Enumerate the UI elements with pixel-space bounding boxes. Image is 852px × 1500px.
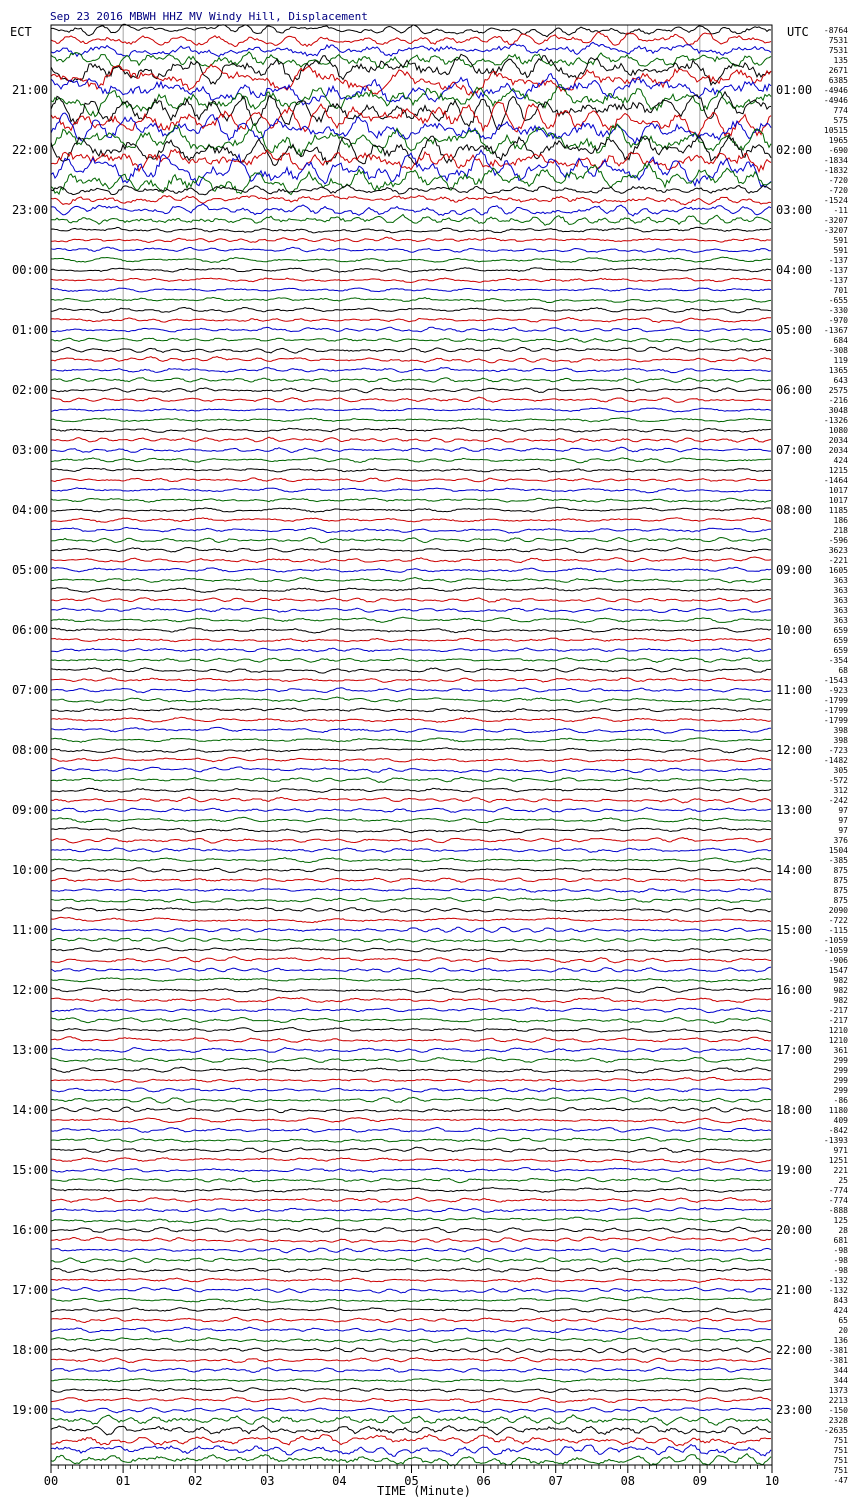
trace-offset-label: 2328: [828, 1416, 848, 1425]
trace-offset-label: -1482: [823, 756, 848, 765]
left-hour-label: 13:00: [12, 1043, 49, 1057]
trace-offset-label: 1373: [828, 1386, 848, 1395]
chart-title: Sep 23 2016 MBWH HHZ MV Windy Hill, Displacement: [50, 10, 368, 23]
trace-offset-label: 376: [833, 836, 848, 845]
left-hour-label: 21:00: [12, 83, 49, 97]
trace-offset-label: -572: [828, 776, 848, 785]
trace-offset-label: -1799: [823, 706, 848, 715]
trace-offset-label: -115: [828, 926, 848, 935]
trace-offset-label: 751: [833, 1456, 848, 1465]
trace-offset-label: -923: [828, 686, 848, 695]
trace-offset-label: 2671: [828, 66, 848, 75]
trace-offset-label: 186: [833, 516, 848, 525]
trace-offset-label: 1965: [828, 136, 848, 145]
trace-offset-label: 299: [833, 1056, 848, 1065]
trace-offset-label: -1326: [823, 416, 848, 425]
trace-offset-label: 971: [833, 1146, 848, 1155]
trace-offset-label: 363: [833, 606, 848, 615]
trace-offset-label: 591: [833, 236, 848, 245]
trace-offset-label: 97: [838, 806, 848, 815]
trace-offset-label: 2034: [828, 446, 848, 455]
trace-offset-label: 424: [833, 456, 848, 465]
left-hour-label: 07:00: [12, 683, 49, 697]
trace-offset-label: 875: [833, 876, 848, 885]
left-hour-label: 18:00: [12, 1343, 49, 1357]
right-hour-label: 02:00: [776, 143, 813, 157]
trace-offset-label: 681: [833, 1236, 848, 1245]
trace-offset-label: -132: [828, 1276, 848, 1285]
trace-offset-label: 398: [833, 726, 848, 735]
x-tick-label: 10: [764, 1474, 780, 1488]
x-tick-label: 07: [548, 1474, 563, 1488]
left-hour-label: 11:00: [12, 923, 49, 937]
trace-offset-label: -217: [828, 1016, 848, 1025]
left-hour-label: 06:00: [12, 623, 49, 637]
trace-offset-label: -690: [828, 146, 848, 155]
trace-offset-label: 2575: [828, 386, 848, 395]
trace-offset-label: 2034: [828, 436, 848, 445]
trace-offset-label: 575: [833, 116, 848, 125]
trace-offset-label: -217: [828, 1006, 848, 1015]
trace-offset-label: -4946: [823, 96, 848, 105]
trace-offset-label: -137: [828, 256, 848, 265]
right-hour-label: 11:00: [776, 683, 813, 697]
trace-offset-label: 398: [833, 736, 848, 745]
trace-offset-label: 28: [838, 1226, 848, 1235]
trace-offset-label: 363: [833, 576, 848, 585]
trace-offset-label: 1251: [828, 1156, 848, 1165]
trace-offset-label: 875: [833, 896, 848, 905]
trace-offset-label: 982: [833, 976, 848, 985]
trace-offset-label: 119: [833, 356, 848, 365]
trace-offset-label: 982: [833, 996, 848, 1005]
trace-offset-label: 1180: [828, 1106, 848, 1115]
right-timezone-label: UTC: [787, 25, 809, 39]
trace-offset-label: 659: [833, 626, 848, 635]
right-hour-label: 20:00: [776, 1223, 813, 1237]
right-hour-label: 14:00: [776, 863, 813, 877]
left-hour-label: 22:00: [12, 143, 49, 157]
trace-offset-label: 875: [833, 866, 848, 875]
trace-offset-label: 25: [838, 1176, 848, 1185]
trace-offset-label: 875: [833, 886, 848, 895]
x-axis-label: TIME (Minute): [377, 1484, 471, 1498]
trace-offset-label: -86: [833, 1096, 848, 1105]
trace-offset-label: 344: [833, 1366, 848, 1375]
trace-offset-label: 299: [833, 1066, 848, 1075]
trace-offset-label: -242: [828, 796, 848, 805]
trace-offset-label: -1464: [823, 476, 848, 485]
trace-offset-label: 136: [833, 1336, 848, 1345]
right-hour-label: 21:00: [776, 1283, 813, 1297]
trace-offset-label: 305: [833, 766, 848, 775]
trace-offset-label: 1547: [828, 966, 848, 975]
trace-offset-label: 363: [833, 586, 848, 595]
trace-offset-label: -1832: [823, 166, 848, 175]
right-hour-label: 17:00: [776, 1043, 813, 1057]
trace-offset-label: 312: [833, 786, 848, 795]
trace-offset-label: 7531: [828, 46, 848, 55]
trace-offset-label: 7531: [828, 36, 848, 45]
trace-offset-label: 409: [833, 1116, 848, 1125]
x-tick-label: 09: [692, 1474, 708, 1488]
trace-offset-label: -774: [828, 1196, 848, 1205]
trace-offset-label: -3207: [823, 226, 848, 235]
trace-offset-label: 1080: [828, 426, 848, 435]
trace-offset-label: 643: [833, 376, 848, 385]
trace-offset-label: 10515: [823, 126, 848, 135]
left-hour-label: 14:00: [12, 1103, 49, 1117]
trace-offset-label: 982: [833, 986, 848, 995]
trace-offset-label: 751: [833, 1466, 848, 1475]
trace-offset-label: -720: [828, 186, 848, 195]
trace-offset-label: -354: [828, 656, 848, 665]
trace-offset-label: 6385: [828, 76, 848, 85]
left-hour-label: 12:00: [12, 983, 49, 997]
right-hour-label: 23:00: [776, 1403, 813, 1417]
right-hour-label: 08:00: [776, 503, 813, 517]
trace-offset-label: 1504: [828, 846, 848, 855]
trace-offset-label: -1059: [823, 946, 848, 955]
trace-offset-label: 299: [833, 1086, 848, 1095]
left-hour-label: 10:00: [12, 863, 49, 877]
trace-offset-label: 361: [833, 1046, 848, 1055]
trace-offset-label: -98: [833, 1256, 848, 1265]
trace-offset-label: 97: [838, 816, 848, 825]
right-hour-label: 18:00: [776, 1103, 813, 1117]
x-tick-label: 02: [187, 1474, 203, 1488]
trace-offset-label: -98: [833, 1266, 848, 1275]
left-hour-label: 08:00: [12, 743, 49, 757]
trace-offset-label: 2090: [828, 906, 848, 915]
trace-offset-label: -1834: [823, 156, 848, 165]
right-hour-label: 07:00: [776, 443, 813, 457]
left-hour-label: 01:00: [12, 323, 49, 337]
trace-offset-label: 68: [838, 666, 848, 675]
trace-offset-label: -385: [828, 856, 848, 865]
trace-offset-label: -906: [828, 956, 848, 965]
trace-offset-label: -98: [833, 1246, 848, 1255]
trace-offset-label: 1017: [828, 496, 848, 505]
trace-offset-label: 424: [833, 1306, 848, 1315]
trace-offset-label: 659: [833, 646, 848, 655]
left-hour-label: 03:00: [12, 443, 49, 457]
x-tick-label: 04: [332, 1474, 347, 1488]
trace-offset-label: -1059: [823, 936, 848, 945]
x-tick-label: 00: [43, 1474, 59, 1488]
left-hour-label: 19:00: [12, 1403, 49, 1417]
right-hour-label: 03:00: [776, 203, 813, 217]
trace-offset-label: 344: [833, 1376, 848, 1385]
right-hour-label: 05:00: [776, 323, 813, 337]
trace-offset-label: -1524: [823, 196, 848, 205]
trace-offset-label: 363: [833, 616, 848, 625]
trace-offset-label: -381: [828, 1356, 848, 1365]
left-hour-label: 00:00: [12, 263, 49, 277]
trace-offset-label: 1365: [828, 366, 848, 375]
trace-offset-label: -216: [828, 396, 848, 405]
left-hour-label: 15:00: [12, 1163, 49, 1177]
trace-offset-label: 2213: [828, 1396, 848, 1405]
trace-offset-label: -47: [833, 1476, 848, 1485]
trace-offset-label: -4946: [823, 86, 848, 95]
trace-offset-label: 218: [833, 526, 848, 535]
right-hour-label: 15:00: [776, 923, 813, 937]
trace-offset-label: -137: [828, 266, 848, 275]
left-hour-label: 05:00: [12, 563, 49, 577]
trace-offset-label: -132: [828, 1286, 848, 1295]
right-hour-label: 10:00: [776, 623, 813, 637]
trace-offset-label: 774: [833, 106, 848, 115]
left-hour-label: 17:00: [12, 1283, 49, 1297]
trace-offset-label: 701: [833, 286, 848, 295]
trace-offset-label: -970: [828, 316, 848, 325]
left-hour-label: 16:00: [12, 1223, 49, 1237]
left-hour-label: 23:00: [12, 203, 49, 217]
trace-offset-label: 20: [838, 1326, 848, 1335]
right-hour-label: 09:00: [776, 563, 813, 577]
trace-offset-label: -723: [828, 746, 848, 755]
trace-offset-label: -381: [828, 1346, 848, 1355]
trace-offset-label: 843: [833, 1296, 848, 1305]
trace-offset-label: -308: [828, 346, 848, 355]
left-hour-label: 02:00: [12, 383, 49, 397]
left-timezone-label: ECT: [10, 25, 32, 39]
right-hour-label: 01:00: [776, 83, 813, 97]
trace-offset-label: -1543: [823, 676, 848, 685]
trace-offset-label: -655: [828, 296, 848, 305]
x-tick-label: 01: [115, 1474, 131, 1488]
trace-offset-label: -888: [828, 1206, 848, 1215]
trace-offset-label: -596: [828, 536, 848, 545]
trace-offset-label: -1799: [823, 716, 848, 725]
trace-offset-label: -221: [828, 556, 848, 565]
trace-offset-label: 591: [833, 246, 848, 255]
trace-offset-label: -1393: [823, 1136, 848, 1145]
trace-offset-label: 299: [833, 1076, 848, 1085]
trace-offset-label: -774: [828, 1186, 848, 1195]
x-tick-label: 05: [404, 1474, 419, 1488]
trace-offset-label: 751: [833, 1436, 848, 1445]
trace-offset-label: -8764: [823, 26, 848, 35]
trace-offset-label: -722: [828, 916, 848, 925]
right-hour-label: 04:00: [776, 263, 813, 277]
trace-offset-label: -3207: [823, 216, 848, 225]
trace-offset-label: -1799: [823, 696, 848, 705]
trace-offset-label: -842: [828, 1126, 848, 1135]
right-hour-label: 19:00: [776, 1163, 813, 1177]
trace-offset-label: -137: [828, 276, 848, 285]
trace-offset-label: -11: [833, 206, 848, 215]
right-hour-label: 12:00: [776, 743, 813, 757]
trace-offset-label: 1210: [828, 1026, 848, 1035]
x-tick-label: 03: [260, 1474, 275, 1488]
trace-offset-label: 1185: [828, 506, 848, 515]
trace-offset-label: -720: [828, 176, 848, 185]
trace-offset-label: -150: [828, 1406, 848, 1415]
x-tick-label: 06: [476, 1474, 491, 1488]
trace-offset-label: 3623: [828, 546, 848, 555]
right-hour-label: 13:00: [776, 803, 813, 817]
trace-offset-label: 221: [833, 1166, 848, 1175]
trace-offset-label: 135: [833, 56, 848, 65]
trace-offset-label: 751: [833, 1446, 848, 1455]
right-hour-label: 16:00: [776, 983, 813, 997]
trace-offset-label: 1215: [828, 466, 848, 475]
trace-offset-label: 1017: [828, 486, 848, 495]
trace-offset-label: 684: [833, 336, 848, 345]
trace-offset-label: 363: [833, 596, 848, 605]
trace-offset-label: 1210: [828, 1036, 848, 1045]
left-hour-label: 09:00: [12, 803, 49, 817]
trace-offset-label: 97: [838, 826, 848, 835]
right-hour-label: 06:00: [776, 383, 813, 397]
trace-offset-label: 659: [833, 636, 848, 645]
trace-offset-label: 3048: [828, 406, 848, 415]
trace-offset-label: 65: [838, 1316, 848, 1325]
x-tick-label: 08: [620, 1474, 636, 1488]
trace-offset-label: -330: [828, 306, 848, 315]
left-hour-label: 04:00: [12, 503, 49, 517]
trace-offset-label: -2635: [823, 1426, 848, 1435]
trace-offset-label: -1367: [823, 326, 848, 335]
right-hour-label: 22:00: [776, 1343, 813, 1357]
trace-offset-label: 125: [833, 1216, 848, 1225]
trace-offset-label: 1605: [828, 566, 848, 575]
